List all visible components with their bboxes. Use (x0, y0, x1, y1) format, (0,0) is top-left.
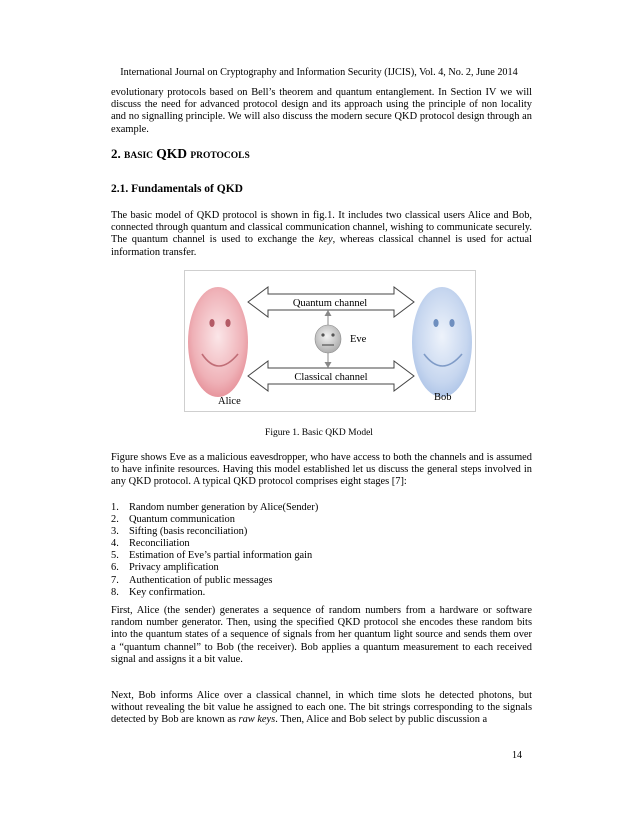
alice-sender-paragraph: First, Alice (the sender) generates a sequence of random numbers from a hardware or software random number generator. Then, using the specified QKD protocol she encodes these random bits into the quantum states of a sequence of signals from her quantum light source and sends them over a “quantum channel” to Bob (the receiver). Bob applies a quantum measurement to each received signal and assigns it a bit value. (111, 605, 532, 665)
eve-paragraph: Figure shows Eve as a malicious eavesdropper, who have access to both the channels and is assumed to have infinite resources. Having this model established let us discuss the general steps involved in any QKD protocol. A typical QKD protocol comprises eight stages [7]: (111, 452, 532, 488)
model-paragraph-text-2: , whereas classical channel is used for actual information transfer. (111, 234, 532, 258)
bob-face (412, 287, 472, 397)
section-heading (111, 146, 250, 162)
bob-informs-paragraph (111, 690, 532, 727)
list-item-number: 5. (111, 550, 119, 562)
section-word-protocols: PROTOCOLS (190, 151, 250, 161)
subsection-heading: 2.1. Fundamentals of QKD (111, 183, 243, 195)
list-item-text: Sifting (basis reconciliation) (129, 526, 248, 538)
bob-label: Bob (434, 392, 452, 403)
list-item-text: Privacy amplification (129, 562, 219, 574)
alice-label: Alice (218, 396, 241, 407)
section-word-qkd: QKD (156, 146, 188, 161)
alice-face (188, 287, 248, 397)
list-item-number: 7. (111, 574, 119, 586)
list-item (111, 538, 318, 550)
raw-keys-term: raw keys (238, 714, 276, 726)
list-item (111, 514, 318, 526)
classical-channel-label: Classical channel (294, 372, 368, 383)
qkd-model-figure (184, 270, 476, 412)
journal-header: International Journal on Cryptography and Information Security (IJCIS), Vol. 4, No. 2, June 2014 (120, 67, 518, 78)
list-item-number: 1. (111, 502, 119, 513)
list-item-number: 6. (111, 562, 119, 574)
page-number: 14 (512, 750, 522, 761)
list-item-number: 2. (111, 514, 119, 526)
intro-paragraph: evolutionary protocols based on Bell’s theorem and quantum entanglement. In Section IV we will discuss the need for advanced protocol design and its approach using the principle of non locality and no signalling principle. We will also discuss the modern secure QKD protocol design through an example. (111, 87, 532, 135)
list-item-text: Reconciliation (129, 538, 190, 550)
quantum-channel-label: Quantum channel (292, 298, 368, 309)
bob-informs-text-1: Next, Bob informs Alice over a classical channel, in which time slots he detected photons, but without revealing the bit value he assigned to each one. The bit strings corresponding to the signals detected by Bob are known as (111, 690, 532, 726)
list-item-text: Random number generation by Alice(Sender) (129, 502, 319, 513)
list-item (111, 526, 318, 538)
qkd-stages-list (111, 502, 318, 599)
list-item (111, 502, 318, 514)
list-item (111, 575, 318, 587)
list-item (111, 562, 318, 574)
list-item-text: Key confirmation. (129, 586, 206, 598)
figure-caption: Figure 1. Basic QKD Model (265, 428, 373, 438)
bob-informs-text-2: . Then, Alice and Bob select by public discussion a (275, 714, 488, 726)
list-item-text: Estimation of Eve’s partial information gain (129, 550, 313, 562)
list-item-text: Authentication of public messages (129, 574, 273, 586)
list-item-text: Quantum communication (129, 514, 235, 526)
eve-face (315, 325, 341, 353)
model-paragraph-text-1: The basic model of QKD protocol is shown in fig.1. It includes two classical users Alice and Bob, connected through quantum and classical communication channel, wishing to communicate securely. The quantum channel is used to exchange the (111, 210, 532, 246)
list-item-number: 4. (111, 538, 119, 550)
section-word-basic: BASIC (124, 151, 154, 161)
list-item-number: 3. (111, 526, 119, 538)
section-number: 2. (111, 146, 121, 161)
eve-label: Eve (350, 334, 367, 345)
model-paragraph (111, 210, 532, 259)
list-item-number: 8. (111, 586, 119, 598)
model-paragraph-key: key (318, 234, 333, 246)
list-item (111, 587, 318, 599)
list-item (111, 550, 318, 562)
